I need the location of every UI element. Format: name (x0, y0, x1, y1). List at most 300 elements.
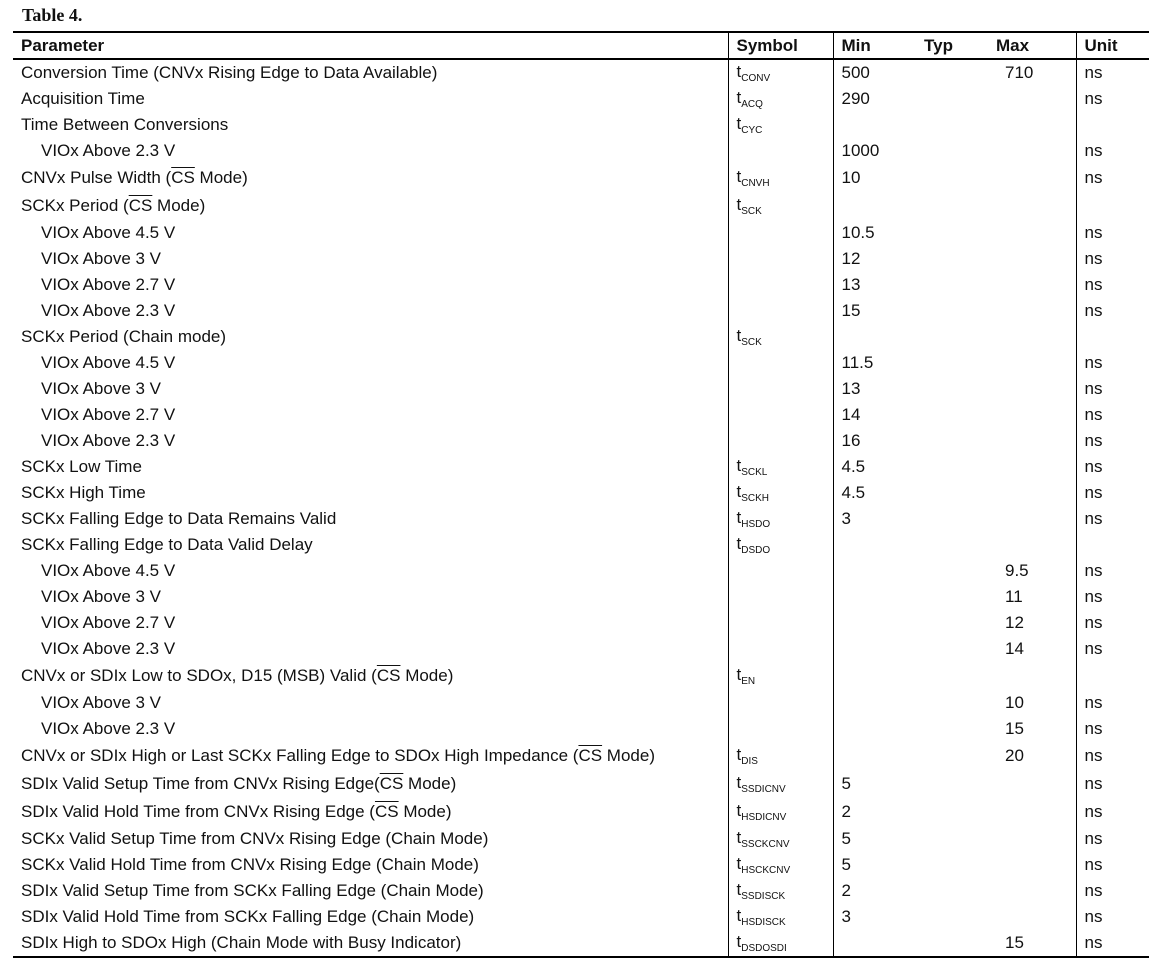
symbol-base: t (736, 854, 742, 873)
typ-cell (916, 246, 988, 272)
unit-cell: ns (1076, 246, 1149, 272)
table-row (13, 59, 1149, 86)
max-cell: 9.5 (1005, 561, 1029, 580)
typ-cell (916, 112, 988, 138)
min-cell (833, 690, 916, 716)
parameter-cell (13, 636, 728, 662)
typ-cell (916, 454, 988, 480)
unit-cell: ns (1076, 480, 1149, 506)
parameter-text: VIOx Above 3 V (41, 587, 162, 606)
parameter-cell (13, 86, 728, 112)
parameter-cell (13, 298, 728, 324)
parameter-cell (13, 610, 728, 636)
overline-text: $\overline{CS}$ (376, 666, 401, 685)
typ-cell (916, 716, 988, 742)
symbol-base: t (736, 745, 742, 764)
table-row (13, 220, 1149, 246)
header-symbol: Symbol (728, 32, 833, 59)
max-cell (988, 192, 1076, 220)
symbol-cell (728, 246, 833, 272)
symbol-cell (728, 164, 833, 192)
max-cell (988, 220, 1076, 246)
unit-cell: ns (1076, 376, 1149, 402)
table-row (13, 164, 1149, 192)
max-cell (988, 164, 1076, 192)
symbol-cell (728, 930, 833, 957)
min-cell (833, 192, 916, 220)
table-row (13, 350, 1149, 376)
min-cell (833, 532, 916, 558)
max-cell (988, 246, 1076, 272)
parameter-cell (13, 852, 728, 878)
table-row (13, 86, 1149, 112)
parameter-text: SCKx Valid Hold Time from CNVx Rising Edge (Chain Mode) (21, 855, 479, 874)
parameter-cell (13, 584, 728, 610)
max-cell (988, 376, 1076, 402)
parameter-text: Mode) (403, 774, 457, 793)
unit-cell: ns (1076, 690, 1149, 716)
symbol-cell (728, 770, 833, 798)
min-cell (833, 742, 916, 770)
max-cell (988, 138, 1076, 164)
unit-cell: ns (1076, 852, 1149, 878)
typ-cell (916, 376, 988, 402)
unit-cell: ns (1076, 798, 1149, 826)
symbol-subscript: EN (741, 676, 756, 687)
table-row (13, 246, 1149, 272)
typ-cell (916, 826, 988, 852)
symbol-subscript: SSDISCK (741, 891, 786, 902)
table-header-row (13, 32, 1149, 59)
max-cell: 14 (1005, 639, 1024, 658)
min-cell (833, 930, 916, 957)
parameter-text: VIOx Above 2.3 V (41, 431, 176, 450)
parameter-text: Mode) (194, 168, 248, 187)
symbol-subscript: ACQ (741, 99, 763, 110)
symbol-subscript: SCK (741, 206, 762, 217)
symbol-cell (728, 402, 833, 428)
parameter-cell (13, 558, 728, 584)
symbol-base: t (736, 773, 742, 792)
parameter-cell (13, 324, 728, 350)
typ-cell (916, 742, 988, 770)
table-row (13, 798, 1149, 826)
table-row (13, 324, 1149, 350)
parameter-cell (13, 690, 728, 716)
typ-cell (916, 690, 988, 716)
typ-cell (916, 86, 988, 112)
parameter-text: Time Between Conversions (21, 115, 229, 134)
parameter-cell (13, 930, 728, 957)
symbol-cell (728, 852, 833, 878)
table-row (13, 138, 1149, 164)
typ-cell (916, 798, 988, 826)
symbol-base: t (736, 326, 742, 345)
parameter-text: VIOx Above 4.5 V (41, 353, 176, 372)
symbol-cell (728, 272, 833, 298)
symbol-base: t (736, 62, 742, 81)
symbol-cell (728, 220, 833, 246)
typ-cell (916, 878, 988, 904)
unit-cell: ns (1076, 220, 1149, 246)
min-cell: 13 (833, 376, 916, 402)
max-cell: 12 (1005, 613, 1024, 632)
parameter-cell (13, 164, 728, 192)
symbol-cell (728, 112, 833, 138)
symbol-cell (728, 798, 833, 826)
header-parameter: Parameter (13, 32, 728, 59)
unit-cell (1076, 662, 1149, 690)
parameter-cell (13, 798, 728, 826)
max-cell (988, 506, 1076, 532)
min-cell: 3 (833, 506, 916, 532)
symbol-subscript: SCKH (741, 493, 770, 504)
symbol-cell (728, 59, 833, 86)
symbol-subscript: HSDISCK (741, 917, 786, 928)
symbol-cell (728, 584, 833, 610)
max-cell (988, 770, 1076, 798)
typ-cell (916, 59, 988, 86)
unit-cell (1076, 324, 1149, 350)
max-cell (988, 904, 1076, 930)
symbol-subscript: HSCKCNV (741, 865, 791, 876)
parameter-text: Mode) (400, 666, 454, 685)
symbol-cell (728, 350, 833, 376)
symbol-cell (728, 742, 833, 770)
unit-cell (1076, 192, 1149, 220)
parameter-cell (13, 138, 728, 164)
table-row (13, 532, 1149, 558)
parameter-text: VIOx Above 2.3 V (41, 301, 176, 320)
unit-cell: ns (1076, 930, 1149, 957)
symbol-subscript: CONV (741, 73, 771, 84)
symbol-base: t (736, 508, 742, 527)
parameter-text: SCKx Falling Edge to Data Valid Delay (21, 535, 313, 554)
parameter-text: VIOx Above 2.7 V (41, 405, 176, 424)
parameter-cell (13, 376, 728, 402)
unit-cell: ns (1076, 904, 1149, 930)
header-unit: Unit (1076, 32, 1149, 59)
symbol-base: t (736, 828, 742, 847)
symbol-cell (728, 826, 833, 852)
table-row (13, 690, 1149, 716)
parameter-cell (13, 246, 728, 272)
max-cell (988, 852, 1076, 878)
unit-cell: ns (1076, 272, 1149, 298)
overline-text: $\overline{CS}$ (379, 774, 404, 793)
table-row (13, 878, 1149, 904)
symbol-cell (728, 324, 833, 350)
overline-text: $\overline{CS}$ (374, 802, 399, 821)
symbol-subscript: HSDICNV (741, 812, 787, 823)
typ-cell (916, 904, 988, 930)
parameter-text: SDIx Valid Hold Time from CNVx Rising Edge ( (21, 802, 375, 821)
symbol-base: t (736, 167, 742, 186)
parameter-text: SDIx Valid Setup Time from SCKx Falling Edge (Chain Mode) (21, 881, 484, 900)
symbol-cell (728, 480, 833, 506)
parameter-text: CNVx or SDIx High or Last SCKx Falling Edge to SDOx High Impedance ( (21, 746, 579, 765)
symbol-cell (728, 532, 833, 558)
max-cell (988, 298, 1076, 324)
symbol-base: t (736, 906, 742, 925)
max-cell: 11 (1005, 587, 1023, 606)
min-cell: 13 (833, 272, 916, 298)
overline-text: $\overline{CS}$ (128, 196, 153, 215)
parameter-text: Mode) (398, 802, 452, 821)
unit-cell: ns (1076, 636, 1149, 662)
max-cell (988, 324, 1076, 350)
parameter-cell (13, 59, 728, 86)
unit-cell: ns (1076, 826, 1149, 852)
unit-cell (1076, 532, 1149, 558)
parameter-text: SDIx High to SDOx High (Chain Mode with Busy Indicator) (21, 933, 462, 952)
parameter-cell (13, 662, 728, 690)
parameter-cell (13, 428, 728, 454)
symbol-cell (728, 690, 833, 716)
symbol-base: t (736, 880, 742, 899)
typ-cell (916, 480, 988, 506)
symbol-cell (728, 192, 833, 220)
parameter-text: VIOx Above 3 V (41, 379, 162, 398)
symbol-cell (728, 138, 833, 164)
symbol-cell (728, 428, 833, 454)
symbol-cell (728, 904, 833, 930)
unit-cell: ns (1076, 878, 1149, 904)
parameter-text: SCKx Period ( (21, 196, 129, 215)
max-cell: 10 (1005, 693, 1024, 712)
symbol-cell (728, 376, 833, 402)
symbol-base: t (736, 801, 742, 820)
parameter-text: SDIx Valid Hold Time from SCKx Falling Edge (Chain Mode) (21, 907, 475, 926)
typ-cell (916, 428, 988, 454)
table-row (13, 826, 1149, 852)
header-min: Min (833, 32, 916, 59)
symbol-base: t (736, 88, 742, 107)
min-cell: 15 (833, 298, 916, 324)
symbol-cell (728, 558, 833, 584)
parameter-cell (13, 402, 728, 428)
min-cell: 5 (833, 826, 916, 852)
table-row (13, 584, 1149, 610)
unit-cell: ns (1076, 164, 1149, 192)
parameter-text: SCKx Valid Setup Time from CNVx Rising Edge (Chain Mode) (21, 829, 489, 848)
symbol-subscript: DSDOSDI (741, 943, 787, 954)
max-cell (988, 662, 1076, 690)
symbol-cell (728, 610, 833, 636)
min-cell: 10.5 (833, 220, 916, 246)
parameter-cell (13, 350, 728, 376)
symbol-cell (728, 662, 833, 690)
max-cell (988, 480, 1076, 506)
parameter-cell (13, 878, 728, 904)
parameter-text: VIOx Above 2.7 V (41, 613, 176, 632)
unit-cell: ns (1076, 298, 1149, 324)
parameter-text: Mode) (602, 746, 655, 765)
parameter-cell (13, 770, 728, 798)
min-cell (833, 636, 916, 662)
typ-cell (916, 770, 988, 798)
unit-cell: ns (1076, 742, 1149, 770)
symbol-cell (728, 86, 833, 112)
parameter-cell (13, 904, 728, 930)
min-cell: 500 (833, 59, 916, 86)
typ-cell (916, 272, 988, 298)
table-row (13, 770, 1149, 798)
unit-cell: ns (1076, 454, 1149, 480)
min-cell (833, 662, 916, 690)
parameter-cell (13, 826, 728, 852)
parameter-cell (13, 272, 728, 298)
max-cell (988, 112, 1076, 138)
table-row (13, 506, 1149, 532)
parameter-text: VIOx Above 2.3 V (41, 639, 176, 658)
typ-cell (916, 532, 988, 558)
table-row (13, 272, 1149, 298)
parameter-cell (13, 716, 728, 742)
typ-cell (916, 584, 988, 610)
unit-cell: ns (1076, 350, 1149, 376)
max-cell: 15 (1005, 719, 1024, 738)
min-cell: 2 (833, 798, 916, 826)
max-cell (988, 798, 1076, 826)
typ-cell (916, 220, 988, 246)
parameter-cell (13, 532, 728, 558)
parameter-text: SCKx Low Time (21, 457, 142, 476)
typ-cell (916, 662, 988, 690)
table-body (13, 59, 1149, 957)
symbol-subscript: SSDICNV (741, 784, 786, 795)
symbol-base: t (736, 932, 742, 951)
unit-cell: ns (1076, 402, 1149, 428)
typ-cell (916, 324, 988, 350)
parameter-cell (13, 506, 728, 532)
table-row (13, 716, 1149, 742)
table-row (13, 454, 1149, 480)
symbol-cell (728, 636, 833, 662)
typ-cell (916, 852, 988, 878)
min-cell: 290 (833, 86, 916, 112)
unit-cell: ns (1076, 584, 1149, 610)
parameter-text: VIOx Above 2.3 V (41, 141, 176, 160)
parameter-text: VIOx Above 2.7 V (41, 275, 176, 294)
max-cell (988, 428, 1076, 454)
parameter-text: Mode) (152, 196, 206, 215)
table-row (13, 930, 1149, 957)
table-row (13, 662, 1149, 690)
max-cell (988, 402, 1076, 428)
typ-cell (916, 192, 988, 220)
parameter-text: VIOx Above 3 V (41, 249, 162, 268)
unit-cell: ns (1076, 138, 1149, 164)
symbol-cell (728, 878, 833, 904)
unit-cell: ns (1076, 86, 1149, 112)
unit-cell: ns (1076, 558, 1149, 584)
typ-cell (916, 558, 988, 584)
symbol-base: t (736, 114, 742, 133)
parameter-text: SCKx High Time (21, 483, 146, 502)
parameter-cell (13, 480, 728, 506)
symbol-subscript: CYC (741, 125, 763, 136)
min-cell: 4.5 (833, 454, 916, 480)
header-typ: Typ (916, 32, 988, 59)
min-cell: 11.5 (833, 350, 916, 376)
unit-cell: ns (1076, 610, 1149, 636)
table-row (13, 402, 1149, 428)
overline-text: $\overline{CS}$ (578, 746, 603, 765)
header-max: Max (988, 32, 1076, 59)
symbol-subscript: SCKL (741, 467, 768, 478)
max-cell (988, 878, 1076, 904)
min-cell (833, 112, 916, 138)
max-cell (988, 272, 1076, 298)
max-cell: 15 (988, 930, 1076, 957)
timing-spec-table (13, 31, 1149, 958)
typ-cell (916, 138, 988, 164)
parameter-text: Conversion Time (CNVx Rising Edge to Data Available) (21, 63, 438, 82)
parameter-text: SCKx Period (Chain mode) (21, 327, 227, 346)
parameter-text: CNVx Pulse Width ( (21, 168, 172, 187)
min-cell: 2 (833, 878, 916, 904)
min-cell: 14 (833, 402, 916, 428)
typ-cell (916, 298, 988, 324)
symbol-cell (728, 454, 833, 480)
parameter-text: Acquisition Time (21, 89, 145, 108)
symbol-cell (728, 298, 833, 324)
min-cell (833, 584, 916, 610)
max-cell (988, 532, 1076, 558)
parameter-text: VIOx Above 2.3 V (41, 719, 176, 738)
symbol-base: t (736, 665, 742, 684)
min-cell (833, 558, 916, 584)
table-row (13, 112, 1149, 138)
max-cell: 20 (1005, 746, 1024, 765)
symbol-subscript: DSDO (741, 545, 771, 556)
min-cell: 5 (833, 770, 916, 798)
min-cell: 12 (833, 246, 916, 272)
typ-cell (916, 164, 988, 192)
parameter-cell (13, 220, 728, 246)
parameter-cell (13, 454, 728, 480)
min-cell: 10 (833, 164, 916, 192)
min-cell: 5 (833, 852, 916, 878)
typ-cell (916, 402, 988, 428)
typ-cell (916, 636, 988, 662)
table-row (13, 376, 1149, 402)
max-cell (988, 454, 1076, 480)
table-row (13, 192, 1149, 220)
symbol-subscript: HSDO (741, 519, 771, 530)
symbol-base: t (736, 195, 742, 214)
parameter-text: SCKx Falling Edge to Data Remains Valid (21, 509, 337, 528)
overline-text: $\overline{CS}$ (171, 168, 195, 187)
typ-cell (916, 350, 988, 376)
max-cell (988, 350, 1076, 376)
parameter-cell (13, 742, 728, 770)
parameter-cell (13, 192, 728, 220)
typ-cell (916, 610, 988, 636)
parameter-text: VIOx Above 4.5 V (41, 223, 176, 242)
max-cell: 710 (1005, 63, 1034, 82)
min-cell (833, 716, 916, 742)
min-cell: 16 (833, 428, 916, 454)
table-row (13, 428, 1149, 454)
table-row (13, 610, 1149, 636)
symbol-subscript: DIS (741, 756, 758, 767)
table-row (13, 298, 1149, 324)
typ-cell (916, 930, 988, 957)
typ-cell (916, 506, 988, 532)
parameter-text: VIOx Above 3 V (41, 693, 162, 712)
